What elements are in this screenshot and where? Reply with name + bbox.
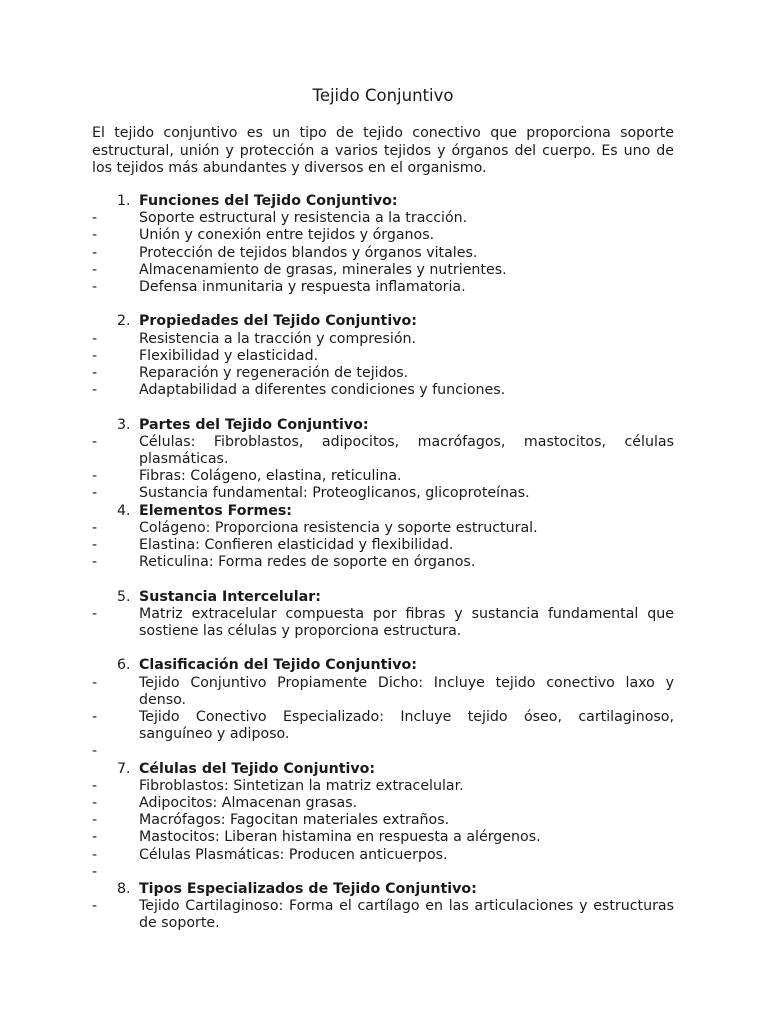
dash-bullet: - — [92, 863, 98, 880]
dash-bullet: - — [92, 709, 98, 726]
dash-bullet: - — [92, 795, 98, 812]
list-item — [92, 606, 674, 640]
document-title: Tejido Conjuntivo — [312, 86, 454, 105]
dash-bullet: - — [92, 743, 98, 760]
list-item-text: Adipocitos: Almacenan grasas. — [139, 795, 358, 812]
section-number: 6. — [117, 657, 131, 674]
section-heading-text: Sustancia Intercelular: — [139, 588, 321, 605]
list-item-text — [139, 864, 674, 881]
section-list — [92, 193, 674, 933]
section-heading-text: Células del Tejido Conjuntivo: — [139, 760, 376, 777]
dash-bullet: - — [92, 261, 98, 278]
section-number: 3. — [117, 416, 131, 433]
section-heading — [92, 313, 674, 330]
dash-bullet: - — [92, 846, 98, 863]
list-item — [92, 348, 674, 365]
list-item-text: Defensa inmunitaria y respuesta inflamatoria. — [139, 279, 466, 296]
list-item — [92, 245, 674, 262]
list-item — [92, 279, 674, 296]
list-item — [92, 709, 674, 743]
section-heading-text: Tipos Especializados de Tejido Conjuntivo: — [139, 881, 477, 898]
list-item-text: Colágeno: Proporciona resistencia y soporte estructural. — [139, 519, 538, 536]
list-item-text: Mastocitos: Liberan histamina en respuesta a alérgenos. — [139, 829, 541, 846]
list-item — [92, 382, 674, 399]
dash-bullet: - — [92, 812, 98, 829]
dash-bullet: - — [92, 829, 98, 846]
list-item — [92, 675, 674, 709]
list-item-text: Sustancia fundamental: Proteoglicanos, glicoproteínas. — [139, 485, 530, 502]
section-heading-text: Funciones del Tejido Conjuntivo: — [139, 193, 398, 209]
dash-bullet: - — [92, 433, 98, 450]
list-item — [92, 210, 674, 227]
list-item — [92, 485, 674, 502]
section-heading — [92, 881, 674, 898]
list-item-text: Adaptabilidad a diferentes condiciones y funciones. — [139, 382, 506, 399]
section-number: 7. — [117, 760, 131, 777]
list-item-text: Fibroblastos: Sintetizan la matriz extracelular. — [139, 777, 464, 794]
list-item — [92, 795, 674, 812]
list-item-text: Elastina: Confieren elasticidad y flexibilidad. — [139, 537, 454, 554]
section-spacer — [92, 296, 674, 313]
list-item-text: Flexibilidad y elasticidad. — [139, 347, 319, 364]
section-heading — [92, 417, 674, 434]
intro-paragraph: El tejido conjuntivo es un tipo de tejido conectivo que proporciona soporte estructural, unión y protección a varios tejidos y órganos del cuerpo. Es uno de los tejidos más abundantes y diversos en el organismo. — [92, 125, 674, 177]
section-heading-text: Propiedades del Tejido Conjuntivo: — [139, 313, 417, 330]
section-number: 1. — [117, 193, 131, 209]
section-number: 4. — [117, 502, 131, 519]
section-heading — [92, 761, 674, 778]
section-number: 5. — [117, 588, 131, 605]
list-item-text: Soporte estructural y resistencia a la tracción. — [139, 210, 468, 227]
list-item-text: Reticulina: Forma redes de soporte en órganos. — [139, 554, 476, 571]
dash-bullet: - — [92, 330, 98, 347]
list-item — [92, 898, 674, 932]
section-heading-text: Elementos Formes: — [139, 502, 292, 519]
dash-bullet: - — [92, 485, 98, 502]
list-item — [92, 537, 674, 554]
section-number: 8. — [117, 881, 131, 898]
list-item-text: Protección de tejidos blandos y órganos vitales. — [139, 244, 478, 261]
section-heading — [92, 589, 674, 606]
list-item-text: Macrófagos: Fagocitan materiales extraños. — [139, 812, 450, 829]
list-item — [92, 743, 674, 760]
list-item — [92, 365, 674, 382]
dash-bullet: - — [92, 468, 98, 485]
dash-bullet: - — [92, 898, 98, 915]
dash-bullet: - — [92, 537, 98, 554]
list-item-text: Almacenamiento de grasas, minerales y nutrientes. — [139, 261, 507, 278]
section-heading — [92, 503, 674, 520]
list-item-text: Tejido Conectivo Especializado: Incluye tejido óseo, cartilaginoso, sanguíneo y adiposo. — [139, 709, 674, 743]
list-item-text: Fibras: Colágeno, elastina, reticulina. — [139, 468, 402, 485]
dash-bullet: - — [92, 382, 98, 399]
section-heading-text: Clasificación del Tejido Conjuntivo: — [139, 657, 417, 674]
list-item-text: Células: Fibroblastos, adipocitos, macrófagos, mastocitos, células plasmáticas. — [139, 433, 674, 468]
list-item — [92, 778, 674, 795]
section-heading — [92, 657, 674, 674]
list-item — [92, 227, 674, 244]
dash-bullet: - — [92, 347, 98, 364]
list-item — [92, 520, 674, 537]
list-item-text: Unión y conexión entre tejidos y órganos. — [139, 227, 435, 244]
list-item-text: Matriz extracelular compuesta por fibras y sustancia fundamental que sostiene las células y proporciona estructura. — [139, 605, 674, 640]
dash-bullet: - — [92, 674, 98, 691]
list-item — [92, 434, 674, 468]
section-spacer — [92, 399, 674, 416]
section-number: 2. — [117, 313, 131, 330]
list-item — [92, 331, 674, 348]
list-item-text — [139, 743, 674, 760]
list-item — [92, 262, 674, 279]
list-item — [92, 812, 674, 829]
section-heading-text: Partes del Tejido Conjuntivo: — [139, 416, 369, 433]
dash-bullet: - — [92, 244, 98, 261]
dash-bullet: - — [92, 554, 98, 571]
dash-bullet: - — [92, 279, 98, 296]
dash-bullet: - — [92, 605, 98, 622]
dash-bullet: - — [92, 227, 98, 244]
section-spacer — [92, 640, 674, 657]
list-item-text: Células Plasmáticas: Producen anticuerpos. — [139, 846, 448, 863]
dash-bullet: - — [92, 365, 98, 382]
dash-bullet: - — [92, 519, 98, 536]
list-item — [92, 864, 674, 881]
dash-bullet: - — [92, 777, 98, 794]
section-spacer — [92, 571, 674, 588]
list-item-text: Reparación y regeneración de tejidos. — [139, 365, 409, 382]
list-item-text: Tejido Cartilaginoso: Forma el cartílago en las articulaciones y estructuras de soporte. — [139, 898, 674, 932]
list-item — [92, 847, 674, 864]
section-heading — [92, 193, 674, 210]
list-item — [92, 829, 674, 846]
list-item — [92, 468, 674, 485]
dash-bullet: - — [92, 210, 98, 227]
list-item — [92, 554, 674, 571]
list-item-text: Tejido Conjuntivo Propiamente Dicho: Incluye tejido conectivo laxo y denso. — [139, 674, 674, 708]
list-item-text: Resistencia a la tracción y compresión. — [139, 330, 417, 347]
